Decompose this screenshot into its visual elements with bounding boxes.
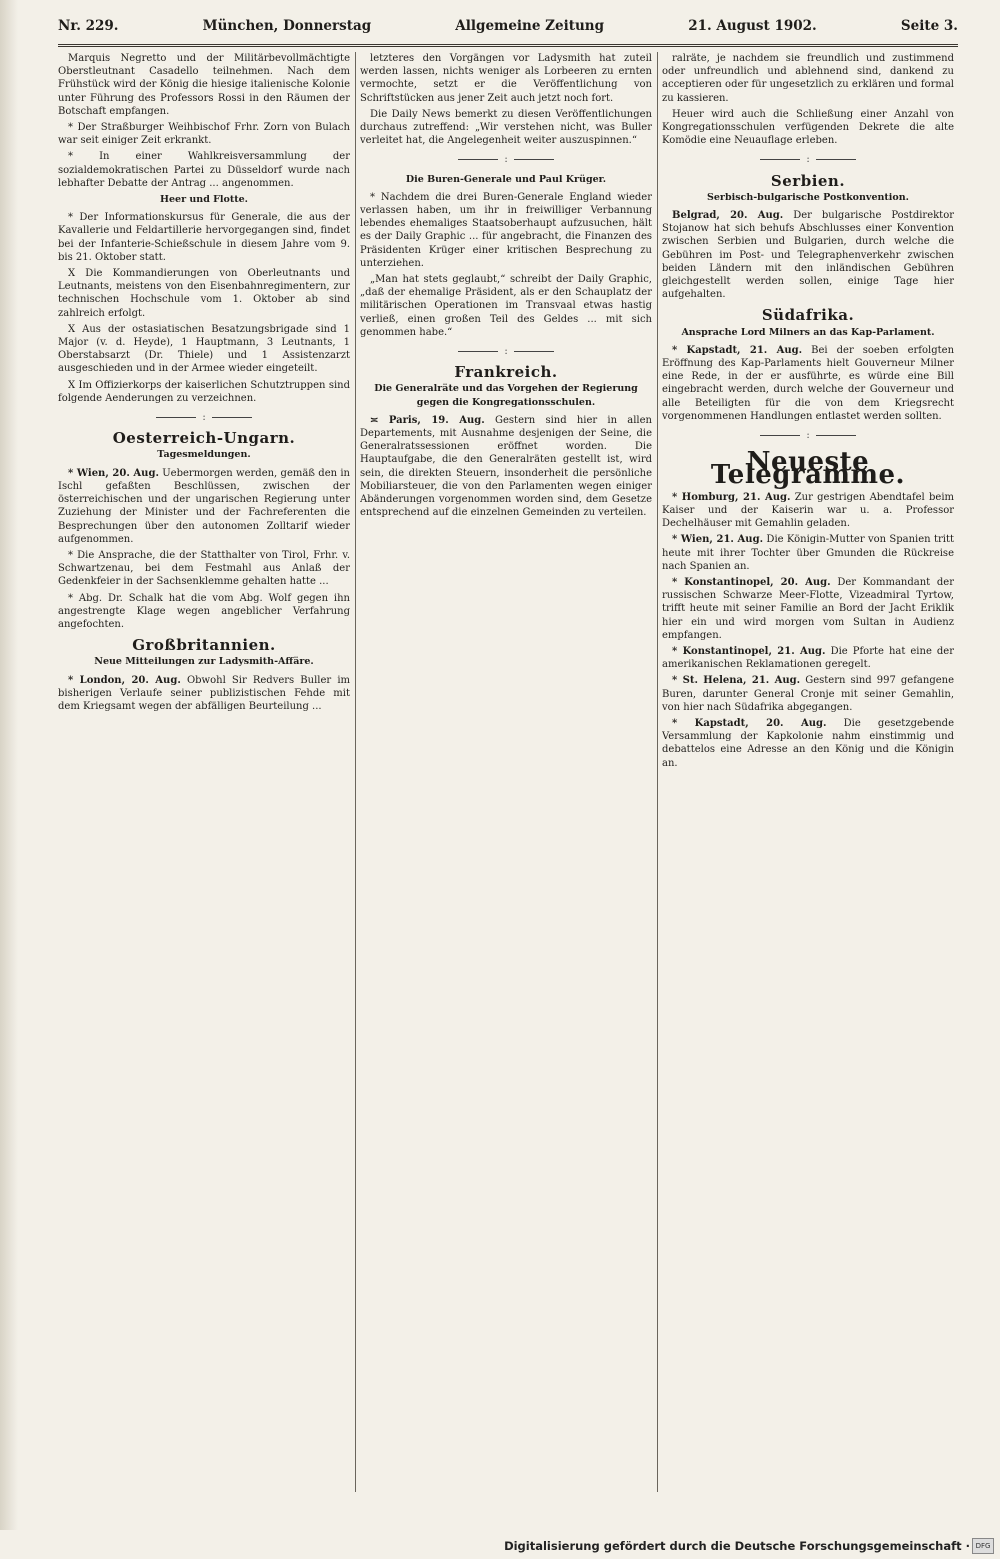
- article-text: Uebermorgen werden, gemäß den in Ischl gefaßten Beschlüssen, zwischen der österreichischen und der ungarischen Regierung unter Zuziehung der Minister und der Fachreferenten die Besprechungen über den autonomen Zolltarif wieder aufgenommen.: [58, 467, 350, 545]
- column-divider: [657, 52, 658, 1492]
- dateline: * Kapstadt, 20. Aug.: [672, 717, 827, 729]
- digitization-footer: [0, 1534, 1000, 1559]
- article-paragraph: [58, 674, 350, 714]
- section-heading-oesterreich: Oesterreich-Ungarn.: [112, 429, 296, 448]
- masthead-rule: [58, 46, 958, 47]
- telegram-text: Die gesetzgebende Versammlung der Kapkolonie nahm einstimmig und debattelos eine Adresse an den König und die Königin an.: [662, 717, 954, 769]
- column-divider: [355, 52, 356, 1492]
- section-heading-serbien: Serbien.: [770, 171, 846, 190]
- section-heading-frankreich: Frankreich.: [454, 363, 558, 382]
- article-paragraph: * Abg. Dr. Schalk hat die vom Abg. Wolf gegen ihn angestrengte Klage wegen angeblicher Verfahrung angefochten.: [58, 592, 350, 630]
- article-paragraph: [662, 344, 954, 423]
- telegram-item: [662, 576, 954, 642]
- place-and-day: München, Donnerstag: [202, 18, 372, 34]
- subsection-heading: Neue Mitteilungen zur Ladysmith-Affäre.: [94, 656, 314, 668]
- article-paragraph: * Der Straßburger Weihbischof Frhr. Zorn von Bulach war seit einiger Zeit erkrankt.: [58, 122, 350, 147]
- newspaper-title: Allgemeine Zeitung: [455, 18, 605, 34]
- section-heading-grossbritannien: Großbritannien.: [132, 636, 276, 655]
- article-text: Gestern sind hier in allen Departements, mit Ausnahme desjenigen der Seine, die Generalratssessionen eröffnet worden. Die Hauptaufgabe, die den Generalräten gestellt ist, wird sein, die direkten Steuern, insonderheit die persönliche Mobiliarsteuer, die von den Parlamenten wegen einiger Abänderungen vorgenommen worden sind, dem Gesetze entsprechend auf die einzelnen Gemeinden zu verteilen.: [360, 414, 652, 519]
- telegram-text: Gestern sind 997 gefangene Buren, darunter General Cronje mit seiner Gemahlin, von hier nach Südafrika abgegangen.: [662, 675, 954, 713]
- telegram-item: [662, 674, 954, 714]
- telegram-item: [662, 717, 954, 770]
- dateline: * London, 20. Aug.: [68, 674, 181, 686]
- subsection-heading: Die Generalräte und das Vorgehen der Regierung gegen die Kongregationsschulen.: [374, 383, 638, 408]
- section-separator: :: [360, 345, 652, 358]
- telegram-item: [662, 645, 954, 671]
- section-heading-telegramme: Neueste Telegramme.: [710, 447, 906, 491]
- article-paragraph: * Die Ansprache, die der Statthalter von Tirol, Frhr. v. Schwartzenau, bei dem Festmahl aus Anlaß der Gedenkfeier in der Sachsenklemme gehalten hatte ...: [58, 549, 350, 588]
- section-heading-heer: Heer und Flotte.: [160, 194, 248, 206]
- masthead: [58, 18, 958, 45]
- subsection-heading: Ansprache Lord Milners an das Kap-Parlament.: [681, 326, 935, 338]
- section-separator: :: [58, 411, 350, 424]
- subsection-heading: Serbisch-bulgarische Postkonvention.: [707, 191, 909, 203]
- section-heading-suedafrika: Südafrika.: [761, 306, 855, 325]
- telegram-text: Die Pforte hat eine der amerikanischen Reklamationen geregelt.: [662, 645, 954, 671]
- issue-number: Nr. 229.: [58, 18, 119, 34]
- telegram-text: Der Kommandant der russischen Schwarze Meer-Flotte, Vizeadmiral Tyrtow, trifft heute mit seiner Familie an Bord der Jacht Eriklik hier ein und wird morgen vom Sultan in Audienz empfangen.: [662, 576, 954, 641]
- funding-credit: Digitalisierung gefördert durch die Deutsche Forschungsgemeinschaft ·: [504, 1539, 970, 1553]
- article-paragraph: „Man hat stets geglaubt,“ schreibt der Daily Graphic, „daß der ehemalige Präsident, als er den Schauplatz der militärischen Operationen im Transvaal etwas hastig verließ, einen großen Teil des Geldes ... mit sich genommen habe.“: [360, 274, 652, 338]
- dateline: * Wien, 20. Aug.: [68, 467, 159, 479]
- article-paragraph: [58, 467, 350, 546]
- telegram-item: [662, 533, 954, 573]
- article-paragraph: Die Daily News bemerkt zu diesen Veröffentlichungen durchaus zutreffend: „Wir verstehen nicht, was Buller verleitet hat, die Angelegenheit weiter auszuspinnen.“: [360, 108, 652, 147]
- article-paragraph: Marquis Negretto und der Militärbevollmächtigte Oberstleutnant Casadello teilnehmen. Nach dem Frühstück wird der König die hiesige italienische Kolonie unter Führung des Professors Rossi in den Räumen der Botschaft empfangen.: [58, 53, 350, 117]
- article-paragraph: X Im Offizierkorps der kaiserlichen Schutztruppen sind folgende Aenderungen zu verzeichnen.: [58, 379, 350, 404]
- dateline: * Konstantinopel, 20. Aug.: [672, 576, 831, 588]
- dateline: ≍ Paris, 19. Aug.: [370, 414, 485, 426]
- article-text: Der bulgarische Postdirektor Stojanow hat sich behufs Abschlusses einer Konvention zwischen Serbien und Bulgarien, durch welche die Gebühren im Post- und Telegraphenverkehr zwischen beiden Ländern mit den inländischen Gebühren gleichgestellt werden sollen, einige Tage hier aufgehalten.: [662, 210, 954, 301]
- dateline: * St. Helena, 21. Aug.: [672, 675, 801, 687]
- article-text: Obwohl Sir Redvers Buller im bisherigen Verlaufe seiner publizistischen Fehde mit dem Kriegsamt wegen der abfälligen Beurteilung ...: [58, 674, 350, 712]
- page-number: Seite 3.: [900, 18, 958, 34]
- column-3: [662, 52, 954, 1492]
- section-separator: :: [360, 153, 652, 166]
- article-paragraph: * In einer Wahlkreisversammlung der sozialdemokratischen Partei zu Düsseldorf wurde nach lebhafter Debatte der Antrag ... angenommen.: [58, 151, 350, 189]
- column-2: [360, 52, 652, 1492]
- section-separator: :: [662, 153, 954, 166]
- dateline: * Wien, 21. Aug.: [672, 534, 764, 546]
- telegram-text: Die Königin-Mutter von Spanien tritt heute mit ihrer Tochter über Gmunden die Rückreise nach Spanien an.: [662, 534, 954, 572]
- dateline: * Konstantinopel, 21. Aug.: [672, 645, 826, 657]
- article-paragraph: X Die Kommandierungen von Oberleutnants und Leutnants, meistens von den Eisenbahnregimentern, zur technischen Hochschule vom 1. Oktober ab sind zahlreich erfolgt.: [58, 268, 350, 319]
- dfg-logo-icon: DFG: [972, 1538, 994, 1554]
- subsection-heading: Tagesmeldungen.: [157, 449, 251, 461]
- article-paragraph: Heuer wird auch die Schließung einer Anzahl von Kongregationsschulen verfügenden Dekrete die alte Komödie eine Neuauflage erleben.: [662, 108, 954, 147]
- article-text: Bei der soeben erfolgten Eröffnung des Kap-Parlaments hielt Gouverneur Milner eine Rede, in der er ausführte, es würde eine Bill eingebracht werden, durch welche der Gouverneur und alle Beteiligten für die von dem Kriegsrecht vorgenommenen Handlungen entlastet werden sollten.: [662, 344, 954, 422]
- column-1: [58, 52, 350, 1492]
- dateline: * Kapstadt, 21. Aug.: [672, 344, 803, 356]
- dateline: Belgrad, 20. Aug.: [672, 210, 784, 222]
- issue-date: 21. August 1902.: [688, 18, 817, 34]
- article-paragraph: * Der Informationskursus für Generale, die aus der Kavallerie und Feldartillerie hervorgegangen sind, findet bei der Infanterie-Schießschule in diesem Jahre vom 9. bis 21. Oktober statt.: [58, 212, 350, 263]
- telegram-text: Zur gestrigen Abendtafel beim Kaiser und der Kaiserin war u. a. Professor Dechelhäuser mit Gemahlin geladen.: [662, 491, 954, 530]
- section-separator: :: [662, 429, 954, 442]
- article-paragraph: X Aus der ostasiatischen Besatzungsbrigade sind 1 Major (v. d. Heyde), 1 Hauptmann, 3 Leutnants, 1 Oberstabsarzt (Dr. Thiele) und 1 Assistenzarzt ausgeschieden und in der Armee wieder eingeteilt.: [58, 323, 350, 375]
- article-paragraph: [662, 209, 954, 301]
- article-paragraph: * Nachdem die drei Buren-Generale England wieder verlassen haben, um ihr in freiwilliger Verbannung lebendes ehemaliges Staatsoberhaupt aufzusuchen, hält es der Daily Graphic ... für angebracht, die Finanzen des Präsidenten Krüger einer kritischen Besprechung zu unterziehen.: [360, 191, 652, 269]
- article-paragraph: [360, 414, 652, 520]
- article-paragraph: letzteres den Vorgängen vor Ladysmith hat zuteil werden lassen, nichts weniger als Lorbeeren zu ernten vermochte, setzt er die Veröffentlichung von Schriftstücken aus jener Zeit auch jetzt noch fort.: [360, 53, 652, 104]
- telegram-item: [662, 491, 954, 531]
- subsection-heading-buren: Die Buren-Generale und Paul Krüger.: [405, 173, 607, 185]
- dateline: * Homburg, 21. Aug.: [672, 491, 791, 503]
- scan-binding-shadow: [0, 0, 18, 1530]
- article-paragraph: ralräte, je nachdem sie freundlich und zustimmend oder unfreundlich und ablehnend sind, dankend zu acceptieren oder für ungesetzlich zu erklären und formal zu kassieren.: [662, 53, 954, 104]
